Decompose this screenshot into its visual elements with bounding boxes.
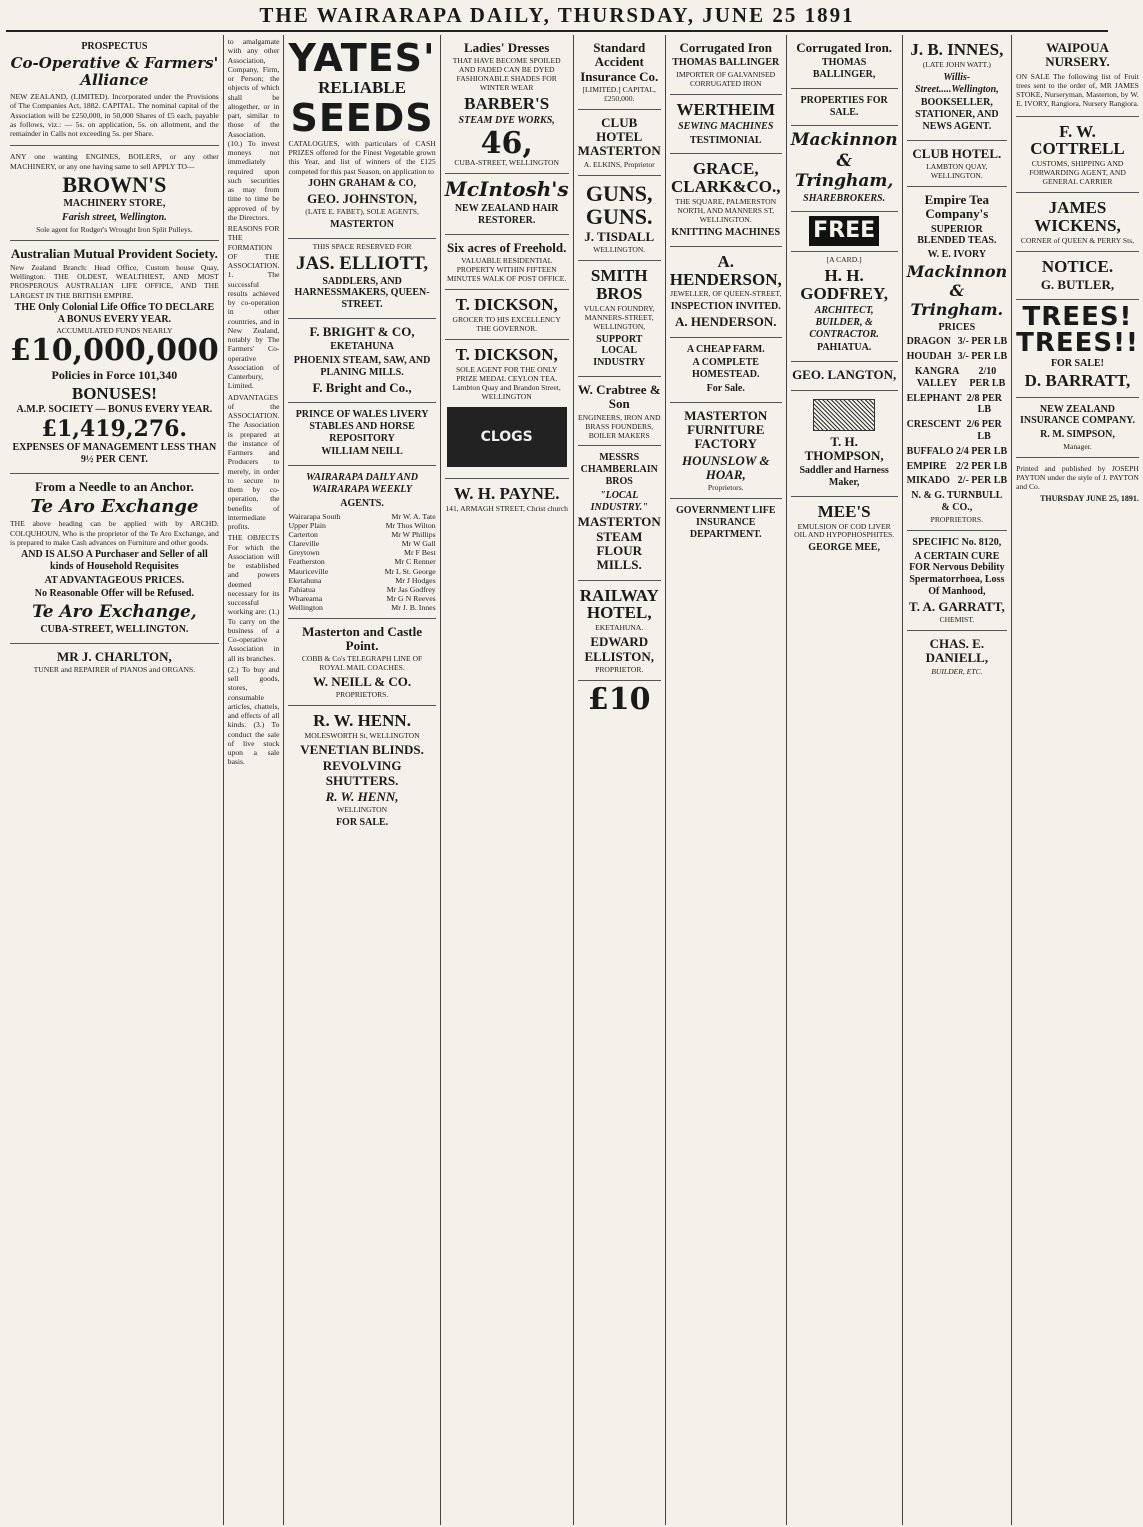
agent-place: Eketahuna [288, 575, 322, 585]
tea-price: 2/8 PER LB [966, 392, 1002, 416]
smith-ad [578, 261, 661, 377]
browns-street: Farish street, Wellington. [62, 211, 167, 223]
agent-place: Upper Plain [288, 520, 326, 530]
browns-ad [10, 146, 219, 240]
browns-title: BROWN'S [62, 171, 167, 197]
garratt-name: T. A. GARRATT, [908, 598, 1005, 614]
insurance-ad [1016, 398, 1139, 458]
properties-ad [791, 89, 898, 127]
freehold-ad [445, 235, 569, 290]
footer-date: THURSDAY JUNE 25, 1891. [1040, 493, 1139, 503]
prices-note: AT ADVANTAGEOUS PRICES. [44, 574, 185, 586]
mackinnon-title: Mackinnon & Tringham, [790, 130, 898, 191]
standard-sub: [LIMITED.] CAPITAL, £250,000. [582, 84, 656, 103]
ladies-title: Ladies' Dresses [464, 40, 550, 55]
ballinger2-name: THOMAS BALLINGER, [812, 57, 876, 81]
prospectus-heading: PROSPECTUS [81, 41, 148, 52]
cuba-street: CUBA-STREET, WELLINGTON. [40, 624, 189, 636]
column-5 [574, 35, 666, 1525]
corrugated-title: Corrugated Iron [679, 40, 773, 55]
wickens-sub: CORNER of QUEEN & PERRY Sts, [1020, 235, 1135, 245]
barber-no: 46, [480, 125, 533, 161]
exchange-title: Te Aro Exchange [30, 496, 199, 518]
properties-title: PROPERTIES FOR SALE. [800, 94, 888, 118]
innes-sub: (LATE JOHN WATT.) [922, 59, 991, 69]
govt-title: GOVERNMENT LIFE INSURANCE DEPARTMENT. [675, 505, 776, 540]
agent-row [288, 530, 435, 539]
engines-text: ANY one wanting ENGINES, BOILERS, or any other MACHINERY, or any one having same to sell APPLY TO— [10, 152, 219, 171]
henn-name-2: R. W. HENN, [325, 789, 399, 805]
tea-blend: EMPIRE [906, 460, 947, 472]
elliston-sub: PROPRIETOR. [595, 664, 644, 674]
cheap-farm: A CHEAP FARM. [686, 343, 765, 355]
barber-sub: STEAM DYE WORKS, [458, 114, 555, 126]
farm-ad [670, 338, 782, 403]
notice-ad [1016, 252, 1139, 300]
tea-price-row [907, 461, 1008, 473]
horse-icon [813, 399, 875, 431]
no-offer: No Reasonable Offer will be Refused. [34, 588, 194, 600]
printed-by: Printed and published by JOSEPH PAYTON under the style of J. PAYTON and Co. [1016, 463, 1139, 492]
coach-title: Masterton and Castle Point. [302, 623, 423, 653]
payne-name: W. H. PAYNE. [453, 484, 560, 504]
purchaser: AND IS ALSO A Purchaser and Seller of all kinds of Household Requisites [21, 549, 208, 572]
tea-blend: CRESCENT [906, 419, 962, 431]
col2-text-1: to amalgamate with any other Association, Company, Firm, or Person; the objects of which shall be altogether, or in part, similar to those of the Association. (10.) To invest moneys not immediately required upon such securities as may from time to time be approved of by the Directors. [227, 37, 280, 222]
pahiatua: PAHIATUA. [816, 342, 872, 354]
stables-ad [288, 403, 435, 466]
grace-title: GRACE, CLARK&CO., [670, 159, 781, 197]
amp-bonus2: A.M.P. SOCIETY — BONUS EVERY YEAR. [16, 404, 213, 416]
elliott-ad [288, 239, 435, 319]
coop-prospectus [10, 35, 219, 146]
dickson2-name: T. DICKSON, [455, 344, 558, 364]
grace-ad [670, 154, 782, 246]
mees-title: MEE'S [817, 501, 871, 521]
william-neill: WILLIAM NEILL [321, 446, 403, 458]
langton-ad [791, 362, 898, 390]
exchange-title-2: Te Aro Exchange, [32, 602, 197, 623]
dickson-name: T. DICKSON, [455, 295, 558, 315]
agent-name: Mr F Best [404, 548, 436, 558]
tea-prices [907, 336, 1008, 487]
wertheim-ad [670, 95, 782, 154]
column-8 [903, 35, 1013, 1525]
agents-ad [288, 466, 435, 618]
mackinnon-ad [791, 126, 898, 212]
tea-blend: KANGRA VALLEY [914, 365, 960, 389]
furniture-ad [670, 403, 782, 499]
thompson-ad [791, 391, 898, 497]
agent-name: Mr C Renner [394, 557, 436, 567]
agent-place: Wairarapa South [288, 511, 341, 521]
tea-blend: MIKADO [906, 475, 950, 487]
specific-no: SPECIFIC No. 8120, [912, 536, 1002, 548]
column-4 [441, 35, 574, 1525]
local-industry: "LOCAL INDUSTRY." [590, 489, 648, 513]
club-title: CLUB HOTEL. [912, 145, 1002, 161]
freehold-title: Six acres of Freehold. [446, 239, 567, 255]
masthead-title: THE WAIRARAPA DAILY, THURSDAY, JUNE 25 1891 [259, 2, 855, 27]
mackinnon-tea: Mackinnon & Tringham. [906, 261, 1008, 319]
tea-price: 2/6 PER LB [966, 419, 1002, 442]
barratt-name: D. BARRATT, [1024, 370, 1131, 390]
flour-ad [578, 446, 661, 580]
steam-flour: MASTERTON STEAM FLOUR MILLS. [577, 514, 661, 573]
hair-restorer: NEW ZEALAND HAIR RESTORER. [454, 203, 559, 227]
assets: £1,419,276. [41, 416, 188, 443]
agent-name: Mr Jas Godfrey [386, 585, 436, 595]
empire-ad [907, 187, 1008, 531]
langton-name: GEO. LANGTON, [792, 367, 897, 383]
butler-name: G. BUTLER, [1040, 276, 1115, 292]
elliott-sub: SADDLERS, AND HARNESSMAKERS, QUEEN-STREET. [294, 275, 430, 311]
innes-ad [907, 35, 1008, 141]
column-3 [284, 35, 440, 1525]
col2-text-3: ADVANTAGES of the ASSOCIATION. The Association is prepared at the instance of Farmers and Producers to merely, in order to secure to them by co-operation, the benefits of intermediate profits. [227, 392, 280, 531]
standard-ad [578, 35, 661, 110]
railway-ad [578, 581, 661, 681]
coach-ad [288, 619, 435, 707]
agent-row [288, 603, 435, 612]
trees-ad [1016, 300, 1139, 398]
agent-row [288, 548, 435, 557]
nz-insurance: NEW ZEALAND INSURANCE COMPANY. [1019, 403, 1135, 427]
agent-name: Mr W Gall [401, 539, 436, 549]
nursery-title: WAIPOUA NURSERY. [1045, 40, 1110, 70]
tea-price-row [907, 446, 1008, 458]
agent-row [288, 557, 435, 566]
daniell-sub: BUILDER, ETC. [931, 666, 983, 676]
tea-price-row [907, 393, 1008, 417]
corrugated2-ad [791, 35, 898, 89]
col2-text-2: REASONS FOR THE FORMATION OF THE ASSOCIATION. 1. The successful results achieved by co-operation in other countries, and in New Zealand, notably by The Farmers' Co-operative Association of Canterbury, Limited. [227, 224, 280, 391]
amp-bonus: THE Only Colonial Life Office TO DECLARE A BONUS EVERY YEAR. [14, 301, 215, 325]
amp-title: Australian Mutual Provident Society. [10, 245, 218, 261]
payne-sub: 141, ARMAGH STREET, Christ church [445, 504, 568, 514]
tea-price: 2/2 PER LB [956, 460, 1008, 472]
agent-name: Mr J Hodges [395, 575, 436, 585]
tea-price: 3/- PER LB [957, 336, 1008, 348]
tea-price-row [907, 475, 1008, 487]
nursery-sub: ON SALE The following list of Fruit trees sent to the order of, MR JAMES STOKE, Nurseryman, Masterton, by W. E. IVORY, Rangiora, Nursery Rangiora. [1016, 71, 1139, 109]
daniell-name: CHAS. E. DANIELL, [925, 635, 989, 666]
agent-name: Mr G N Reeves [386, 594, 436, 604]
agent-place: Whareama [288, 594, 323, 604]
chamberlain: MESSRS CHAMBERLAIN BROS [580, 452, 658, 488]
tea-price: 3/- PER LB [957, 351, 1008, 363]
agent-name: Mr W Phillips [391, 529, 436, 539]
graham: JOHN GRAHAM & CO, [308, 177, 416, 189]
tea-price-row [907, 336, 1008, 348]
inspection: INSPECTION INVITED. [670, 301, 781, 313]
card: [A CARD.] [826, 255, 862, 265]
ballinger-name: THOMAS BALLINGER [672, 57, 780, 69]
dickson2-text: SOLE AGENT FOR THE ONLY PRIZE MEDAL CEYLON TEA. Lambton Quay and Brandon Street, WELLINGTON [452, 364, 561, 401]
agent-name: Mr W. A. Tate [391, 511, 436, 521]
column-9 [1012, 35, 1143, 1525]
tea-price: 2/4 PER LB [956, 445, 1008, 457]
agent-row [288, 521, 435, 530]
agent-row [288, 585, 435, 594]
dickson-text: GROCER TO HIS EXCELLENCY THE GOVERNOR. [452, 314, 561, 333]
elliott-pre: THIS SPACE RESERVED FOR [312, 241, 412, 251]
cottrell-name: F. W. COTTRELL [1030, 121, 1125, 159]
nursery-ad [1016, 35, 1139, 117]
tisdall: J. TISDALL [584, 228, 655, 244]
wickens-ad [1016, 193, 1139, 252]
turnbull-sub: PROPRIETORS. [930, 514, 984, 524]
club-sub: LAMBTON QUAY, WELLINGTON. [926, 162, 988, 181]
col3-forsale: FOR SALE. [335, 817, 389, 829]
shutters: REVOLVING SHUTTERS. [322, 758, 402, 788]
barber-street: CUBA-STREET, WELLINGTON [454, 157, 559, 167]
ten-pound: £10 [587, 681, 651, 717]
henderson-ad [670, 247, 782, 338]
bonuses-title: BONUSES! [71, 383, 157, 403]
crabtree-title: W. Crabtree & Son [577, 382, 661, 412]
masthead [6, 0, 1108, 32]
yates-seeds: SEEDS [290, 95, 434, 140]
fabet-sub: (LATE E. FABET), SOLE AGENTS, [305, 206, 419, 216]
tea-price-row [907, 366, 1008, 390]
mgmt: EXPENSES OF MANAGEMENT LESS THAN 9½ PER CENT. [12, 442, 217, 465]
column-6 [666, 35, 787, 1525]
clogs-illustration [447, 407, 567, 467]
guns-ad [578, 176, 661, 261]
payne-ad [445, 479, 569, 519]
club-hotel-ad [578, 110, 661, 176]
empire-title: Empire Tea Company's [924, 191, 990, 222]
daily-weekly: WAIRARAPA DAILY AND WAIRARAPA WEEKLY [306, 472, 418, 495]
govt-ad [670, 499, 782, 547]
column-7 [787, 35, 903, 1525]
cottrell-ad [1016, 117, 1139, 194]
george-mee: GEORGE MEE, [808, 542, 880, 554]
dye-ad [445, 35, 569, 174]
thompson-name: T. H. THOMPSON, [804, 433, 884, 463]
browns-agent: Sole agent for Rodger's Wrought Iron Split Pulleys. [36, 224, 193, 234]
daniell-ad [907, 631, 1008, 682]
tea-blend: ELEPHANT [906, 392, 962, 404]
policies: Policies in Force 101,340 [51, 368, 178, 383]
wertheim-sub: SEWING MACHINES [678, 120, 774, 132]
column-2 [224, 35, 285, 1525]
barber-title: BARBER'S [464, 94, 550, 114]
support-industry: SUPPORT LOCAL INDUSTRY [593, 333, 646, 369]
charlton-name: MR J. CHARLTON, [56, 649, 172, 665]
tea-blend: HOUDAH [906, 351, 952, 363]
mackinnon-sub: SHAREBROKERS. [803, 192, 886, 204]
tea-price-row [907, 351, 1008, 363]
mees-sub: EMULSION OF COD LIVER OIL AND HYPOPHOSPHITES. [794, 521, 895, 540]
venetian: VENETIAN BLINDS. [300, 742, 424, 758]
bright-name-2: F. Bright and Co., [312, 379, 412, 395]
simpson-name: R. M. SIMPSON, [1040, 429, 1115, 441]
henderson-name: A. HENDERSON, [669, 251, 782, 289]
testimonial: TESTIMONIAL [689, 134, 762, 146]
bright-sub: EKETAHUNA [330, 341, 394, 353]
agent-place: Wellington [288, 603, 323, 613]
agent-name: Mr L St. George [384, 566, 436, 576]
ivory: W. E. IVORY [927, 249, 987, 261]
thompson-sub: Saddler and Harness Maker, [799, 465, 889, 488]
hair-ad [445, 174, 569, 235]
charlton-ad [10, 644, 219, 680]
godfrey-sub: ARCHITECT, BUILDER, & CONTRACTOR. [809, 305, 879, 340]
agent-place: Featherston [288, 557, 325, 567]
bright-name: F. BRIGHT & CO, [309, 323, 415, 339]
turnbull: N. & G. TURNBULL & CO., [911, 490, 1003, 513]
farm-forsale: For Sale. [706, 382, 745, 394]
knitting: KNITTING MACHINES [671, 226, 781, 238]
agent-row [288, 512, 435, 521]
agent-place: Greytown [288, 548, 320, 558]
mcintosh: McIntosh's [444, 176, 569, 201]
railway-sub: EKETAHUNA. [595, 623, 644, 633]
cobb: COBB & Co's TELEGRAPH LINE OF ROYAL MAIL COACHES. [301, 654, 423, 673]
smith-sub: VULCAN FOUNDRY, MANNERS-STREET, WELLINGTON, [583, 303, 655, 331]
prices-title: PRICES [938, 321, 976, 333]
agent-place: Carterton [288, 529, 318, 539]
accum-value: £10,000,000 [10, 333, 219, 369]
yates-text: CATALOGUES, with particulars of CASH PRIZES offered for the Finest Vegetable grown this Year, and list of winners of the £125 competed for this past Season, on application to [288, 138, 436, 176]
corrugated2-title: Corrugated Iron. [796, 40, 893, 55]
elliston: EDWARD ELLISTON, [584, 634, 654, 664]
imprint [1016, 458, 1139, 508]
trees-forsale: FOR SALE! [1050, 357, 1105, 369]
hounslow-sub: Proprietors. [707, 483, 744, 493]
henn-sub: MOLESWORTH St, WELLINGTON [304, 731, 420, 741]
coop-title: Co-Operative & Farmers' Alliance [10, 53, 219, 90]
yates-reliable: RELIABLE [318, 78, 406, 97]
furniture-title: MASTERTON FURNITURE FACTORY [684, 407, 768, 452]
henn2-sub: WELLINGTON [337, 805, 388, 815]
specific-ad [907, 531, 1008, 631]
superior-teas: SUPERIOR BLENDED TEAS. [917, 223, 997, 247]
agent-place: Clareville [288, 539, 320, 549]
innes-name: J. B. INNES, [910, 40, 1004, 59]
ten-ad [578, 681, 661, 720]
coop-text: NEW ZEALAND, (LIMITED). Incorporated under the Provisions of The Companies Act, 1882. CAPITAL. The nominal capital of the Association will be £250,000, in 50,000 Shares of £5 each, payable as follows, viz.: — 5s. on application, 5s. on allotment, and the remainder in Calls not exceeding 5s. per Share. [10, 92, 219, 139]
clogs-label: CLOGS [480, 429, 533, 446]
ladies-text: THAT HAVE BECOME SPOILED AND FADED CAN BE DYED FASHIONABLE SHADES FOR WINTER WEAR [452, 56, 561, 93]
col2-text-4: THE OBJECTS For which the Association will be established and powers deemed necessary for its successful working are: (1.) To carry on the business of a Co-operative Association in all its branches. [227, 533, 280, 663]
exchange-ad [10, 474, 219, 644]
cottrell-sub: CUSTOMS, SHIPPING AND FORWARDING AGENT, AND GENERAL CARRIER [1029, 159, 1126, 187]
agent-place: Pahiatua [288, 585, 316, 595]
mees-ad [791, 497, 898, 562]
tea-blend: DRAGON [906, 336, 952, 348]
hotel-owner: A. ELKINS, Proprietor [583, 159, 655, 169]
agent-name: Mr J. B. Innes [391, 603, 436, 613]
masterton: MASTERTON [330, 218, 395, 230]
col2-text-5: (2.) To buy and sell goods, stores, consumable articles, chattels, and effects of all kinds. (3.) To conduct the sale of live stock upon a sale basis. [227, 664, 280, 767]
tea-price: 2/- PER LB [957, 475, 1008, 487]
standard-title: Standard Accident Insurance Co. [580, 40, 659, 84]
elliott-name: JAS. ELLIOTT, [295, 252, 429, 274]
innes-street: Willis-Street.....Wellington, [914, 71, 999, 95]
bright-ad [288, 319, 435, 403]
godfrey-ad [791, 252, 898, 362]
phoenix: PHOENIX STEAM, SAW, AND PLANING MILLS. [293, 355, 431, 378]
columns [6, 35, 1139, 1525]
grace-sub: THE SQUARE, PALMERSTON NORTH, AND MANNERS ST, WELLINGTON. [675, 197, 777, 225]
prince-stables: PRINCE OF WALES LIVERY STABLES AND HORSE REPOSITORY [295, 408, 429, 444]
notice-title: NOTICE. [1041, 256, 1114, 276]
hounslow: HOUNSLOW & HOAR, [681, 452, 770, 482]
agents-title: AGENTS. [340, 497, 384, 509]
yates-title: YATES' [288, 36, 436, 80]
henderson-sub: JEWELLER, OF QUEEN-STREET, [670, 289, 782, 299]
henderson-name-2: A. HENDERSON. [675, 314, 777, 330]
trees-title: TREES! TREES!! [1016, 301, 1139, 358]
wickens-name: JAMES WICKENS, [1034, 198, 1121, 235]
tisdall-sub: WELLINGTON. [593, 245, 646, 255]
tea-price-row [907, 419, 1008, 443]
fabet: GEO. JOHNSTON, [307, 190, 418, 206]
tea-blend: BUFFALO [906, 445, 954, 457]
simpson-sub: Manager. [1063, 441, 1092, 451]
free-ad [791, 212, 898, 252]
neill-name: W. NEILL & CO. [313, 674, 412, 690]
browns-sub: MACHINERY STORE, [63, 198, 166, 210]
corrugated-ad [670, 35, 782, 95]
dickson-ad [445, 290, 569, 340]
agents-list [288, 512, 435, 613]
henn-ad [288, 706, 435, 836]
agent-row [288, 567, 435, 576]
agent-row [288, 539, 435, 548]
smith-title: SMITH BROS [590, 266, 648, 303]
crabtree-sub: ENGINEERS, IRON AND BRASS FOUNDERS, BOILER MAKERS [577, 412, 661, 440]
homestead: A COMPLETE HOMESTEAD. [691, 357, 760, 381]
free-block: FREE [809, 216, 879, 246]
charlton-sub: TUNER and REPAIRER of PIANOS and ORGANS. [33, 665, 196, 675]
henn-name: R. W. HENN. [313, 711, 411, 731]
hotel-title: CLUB HOTEL MASTERTON [577, 114, 661, 159]
club-ad [907, 141, 1008, 187]
needle-title: From a Needle to an Anchor. [34, 478, 194, 494]
crabtree-ad [578, 377, 661, 446]
freehold-text: VALUABLE RESIDENTIAL PROPERTY WITHIN FIFTEEN MINUTES WALK OF POST OFFICE. [447, 256, 567, 284]
ballinger-sub: IMPORTER OF GALVANISED CORRUGATED IRON [676, 70, 776, 89]
amp-text: New Zealand Branch: Head Office, Custom house Quay, Wellington. THE OLDEST, WEALTHIEST, AND MOST PROSPEROUS AUSTRALIAN LIFE OFFICE, AND THE LARGEST IN THE BRITISH EMPIRE. [10, 262, 219, 300]
garratt-sub: CHEMIST. [939, 614, 975, 624]
guns-title: GUNS, GUNS. [585, 180, 653, 229]
railway-title: RAILWAY HOTEL, [579, 585, 659, 623]
innes-trade: BOOKSELLER, STATIONER, AND NEWS AGENT. [915, 97, 999, 132]
dickson2-ad [445, 340, 569, 480]
godfrey-name: H. H. GODFREY, [800, 266, 888, 304]
agent-place: Mauriceville [288, 566, 329, 576]
accum-label: ACCUMULATED FUNDS NEARLY [56, 326, 173, 336]
yates-ad [288, 35, 435, 239]
tea-price: 2/10 PER LB [969, 365, 1006, 389]
amp-ad [10, 241, 219, 474]
wertheim-title: WERTHEIM [676, 100, 776, 119]
cure-text: A CERTAIN CURE FOR Nervous Debility Spermatorrhoea, Loss Of Manhood, [909, 550, 1005, 597]
column-1 [6, 35, 224, 1525]
agent-row [288, 594, 435, 603]
agent-row [288, 576, 435, 585]
agent-name: Mr Thos Wilton [385, 520, 436, 530]
exchange-text: THE above heading can be applied with by ARCHD. COLQUHOUN, Who is the proprietor of the Te Aro Exchange, and is prepared to make Cash advances on Furniture and other goods. [10, 519, 219, 547]
neill-sub: PROPRIETORS. [335, 690, 389, 700]
